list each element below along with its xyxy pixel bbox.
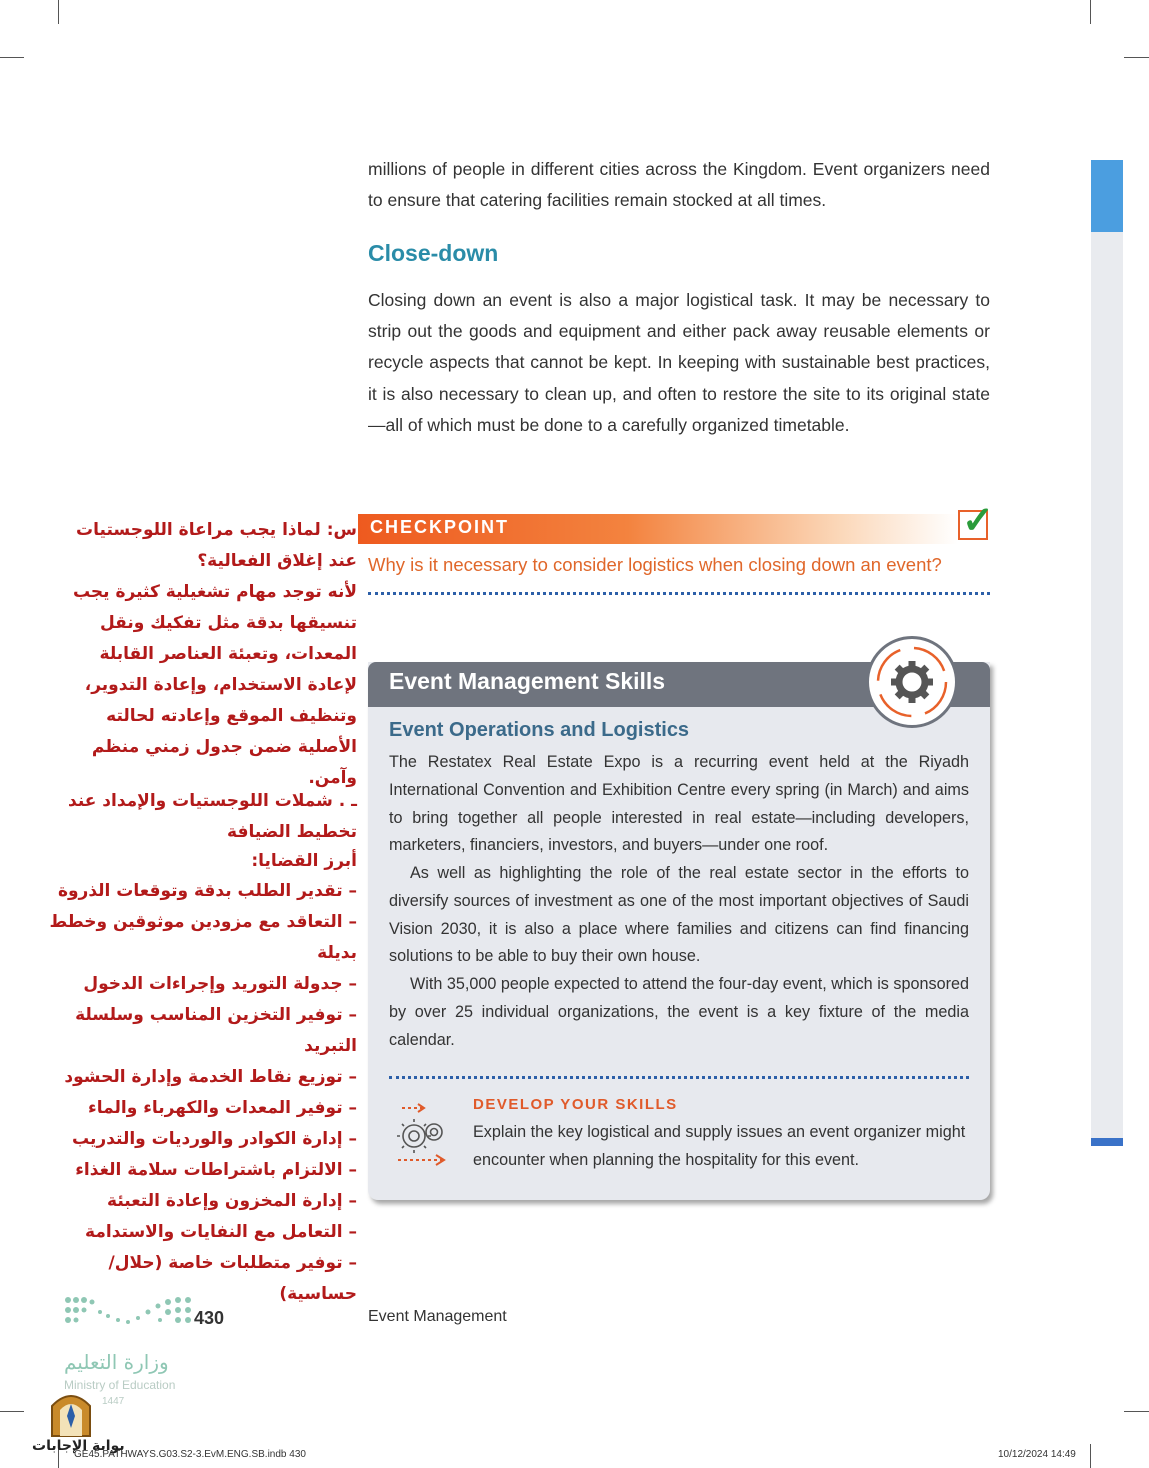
mosque-logo-icon (48, 1386, 94, 1443)
note-issue-item: – جدولة التوريد وإجراءات الدخول (83, 974, 357, 994)
ministry-year: 1447 (102, 1396, 125, 1407)
develop-skills-label: DEVELOP YOUR SKILLS (473, 1096, 678, 1113)
skills-paragraph-3: With 35,000 people expected to attend the four-day event, which is sponsored by over 25 individual organizations, the event is a key fixture of the media calendar. (389, 975, 969, 1049)
note-question-1: س: لماذا يجب مراعاة اللوجستيات عند إغلاق الفعالية؟ (76, 520, 357, 571)
note-issue-item: – الالتزام باشتراطات سلامة الغذاء (75, 1160, 357, 1180)
checkpoint-label: CHECKPOINT (370, 517, 510, 537)
note-issue-item: – تقدير الطلب بدقة وتوقعات الذروة (57, 881, 357, 901)
chapter-tab-strip (1091, 232, 1123, 1140)
ministry-dots-logo (64, 1294, 200, 1339)
crop-mark (1124, 57, 1149, 58)
crop-mark (0, 57, 24, 58)
note-issues-heading: أبرز القضايا: (251, 851, 357, 871)
chapter-tab-marker (1091, 1138, 1123, 1146)
closedown-heading: Close-down (368, 240, 499, 266)
note-question-2: ـ . شملات اللوجستيات والإمداد عند تخطيط الضيافة (68, 791, 357, 842)
skills-paragraph-1: The Restatex Real Estate Expo is a recurring event held at the Riyadh International Convention and Exhibition Centre every spring (in March) and aims to bring together all people interested in real estate—including developers, marketers, financiers, investors, and buyers—under one roof. (389, 753, 969, 855)
watermark-label: بوابة الإجابات (32, 1438, 125, 1454)
skills-box-subtitle: Event Operations and Logistics (389, 719, 690, 741)
ministry-name-en: Ministry of Education (64, 1378, 176, 1392)
section-name: Event Management (368, 1308, 507, 1325)
chapter-tab (1091, 160, 1123, 232)
note-issue-item: – إدارة المخزون وإعادة التعبئة (107, 1191, 357, 1211)
note-answer-1: لأنه توجد مهام تشغيلية كثيرة يجب تنسيقها بدقة مثل تفكيك ونقل المعدات، وتعبئة العناصر القابلة لإعادة الاستخدام، وإعادة التدوير، وتنظيف الموقع وإعادته لحالته الأصلية ضمن جدول زمني منظم وآمن. (72, 582, 357, 788)
gear-cycle-icon (866, 636, 958, 728)
ministry-name-ar: وزارة التعليم (64, 1350, 169, 1374)
skills-box-title: Event Management Skills (389, 668, 666, 694)
note-issue-item: – توزيع نقاط الخدمة وإدارة الحشود (64, 1067, 357, 1087)
skills-paragraph-2: As well as highlighting the role of the real estate sector in the efforts to diversify sources of investment as one of the most important objectives of Saudi Vision 2030, it is also a place where families and citizens can find financing solutions to be able to buy their own house. (389, 864, 969, 966)
intro-paragraph: millions of people in different cities across the Kingdom. Event organizers need to ensure that catering facilities remain stocked at all times. (368, 159, 990, 211)
note-issue-item: – توفير متطلبات خاصة (حلال/حساسية) (108, 1253, 357, 1304)
slug-filename: GE45.PATHWAYS.G03.S2-3.EvM.ENG.SB.indb 430 (74, 1449, 306, 1460)
note-issue-item: – التعامل مع النفايات والاستدامة (85, 1222, 357, 1242)
note-issue-item: – توفير التخزين المناسب وسلسلة التبريد (75, 1005, 357, 1056)
page-number: 430 (194, 1308, 225, 1328)
develop-skills-text: Explain the key logistical and supply issues an event organizer might encounter when planning the hospitality for this event. (473, 1123, 966, 1169)
crop-mark (0, 1411, 24, 1412)
crop-mark (1090, 0, 1091, 24)
note-issue-item: – إدارة الكوادر والورديات والتدريب (72, 1129, 357, 1149)
dotted-divider (368, 592, 990, 595)
gears-arrows-icon (392, 1102, 456, 1173)
note-issue-item: – توفير المعدات والكهرباء والماء (88, 1098, 357, 1118)
crop-mark (1124, 1411, 1149, 1412)
crop-mark (1090, 1444, 1091, 1468)
crop-mark (58, 0, 59, 24)
slug-date: 10/12/2024 14:49 (998, 1449, 1076, 1460)
note-issue-item: – التعاقد مع مزودين موثوقين وخطط بديلة (49, 912, 357, 963)
note-issues-list (47, 876, 357, 1310)
closedown-paragraph: Closing down an event is also a major logistical task. It may be necessary to strip out the goods and equipment and either pack away reusable elements or recycle aspects that cannot be kept. In keeping with sustainable best practices, it is also necessary to clean up, and often to restore the site to its original state—all of which must be done to a carefully organized timetable. (368, 290, 990, 435)
checkpoint-question: Why is it necessary to consider logistics when closing down an event? (368, 554, 942, 575)
dotted-divider (389, 1076, 969, 1079)
checkbox-icon: ✓ (958, 510, 988, 540)
